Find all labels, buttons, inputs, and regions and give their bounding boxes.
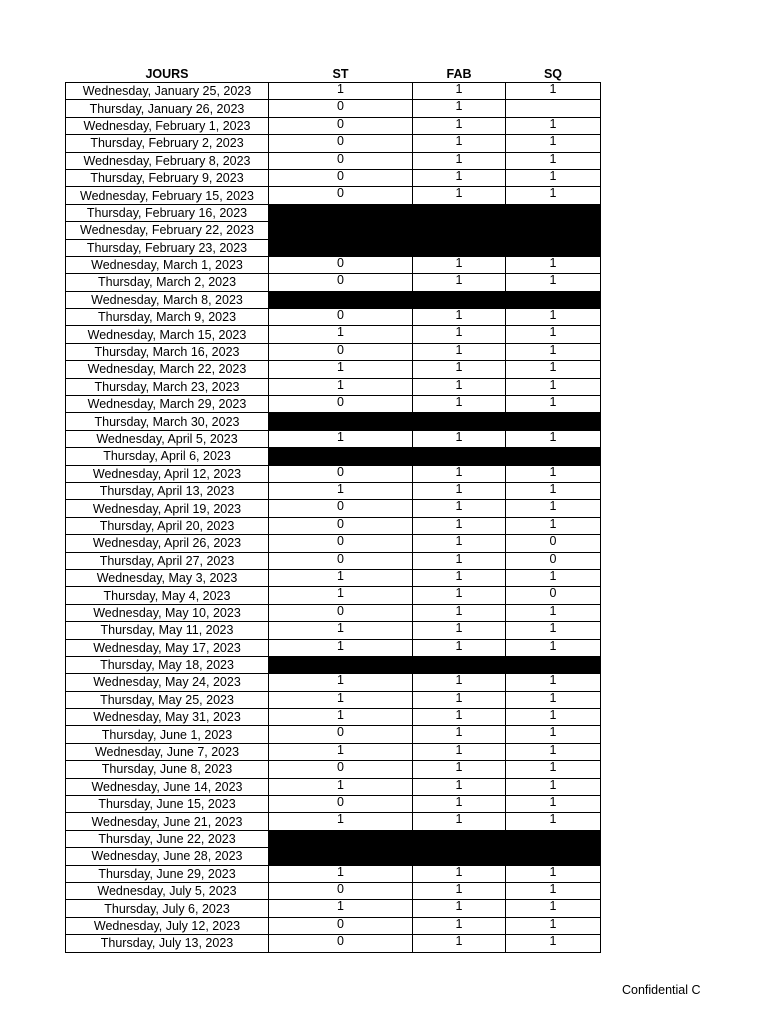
table-row [66,187,601,204]
fab-cell: 1 [413,500,506,517]
sq-cell: 1 [506,604,601,621]
table-row [66,639,601,656]
sq-cell: 1 [506,674,601,691]
fab-cell: 1 [413,361,506,378]
table-row [66,778,601,795]
redacted-block [269,222,601,239]
fab-cell: 1 [413,552,506,569]
table-row [66,482,601,499]
st-cell: 1 [269,778,413,795]
st-cell: 0 [269,882,413,899]
fab-cell: 1 [413,135,506,152]
date-cell: Wednesday, July 12, 2023 [66,917,269,934]
st-cell: 0 [269,117,413,134]
sq-cell: 1 [506,135,601,152]
table-body [66,83,601,953]
date-cell: Thursday, May 11, 2023 [66,622,269,639]
attendance-table [65,65,601,953]
date-cell: Wednesday, May 17, 2023 [66,639,269,656]
st-cell: 0 [269,396,413,413]
sq-cell: 1 [506,343,601,360]
table-row [66,604,601,621]
date-cell: Thursday, January 26, 2023 [66,100,269,117]
sq-cell: 1 [506,743,601,760]
date-cell: Wednesday, June 28, 2023 [66,848,269,865]
sq-cell: 1 [506,917,601,934]
header-row [66,65,601,83]
st-cell: 1 [269,639,413,656]
fab-cell: 1 [413,674,506,691]
st-cell: 1 [269,326,413,343]
date-cell: Wednesday, March 1, 2023 [66,256,269,273]
date-cell: Wednesday, April 19, 2023 [66,500,269,517]
fab-cell: 1 [413,430,506,447]
st-cell: 0 [269,152,413,169]
date-cell: Wednesday, May 10, 2023 [66,604,269,621]
st-cell: 1 [269,378,413,395]
sq-cell: 0 [506,587,601,604]
date-cell: Thursday, June 15, 2023 [66,796,269,813]
st-cell: 0 [269,535,413,552]
date-cell: Wednesday, June 21, 2023 [66,813,269,830]
fab-cell: 1 [413,535,506,552]
sq-cell: 1 [506,309,601,326]
date-cell: Wednesday, January 25, 2023 [66,83,269,100]
st-cell: 1 [269,865,413,882]
table-row [66,587,601,604]
fab-cell: 1 [413,761,506,778]
redacted-block [269,239,601,256]
fab-cell: 1 [413,343,506,360]
fab-cell: 1 [413,900,506,917]
date-cell: Wednesday, February 8, 2023 [66,152,269,169]
st-cell: 1 [269,587,413,604]
fab-cell: 1 [413,396,506,413]
table-row [66,796,601,813]
table-row [66,569,601,586]
table-row [66,117,601,134]
date-cell: Thursday, March 2, 2023 [66,274,269,291]
date-cell: Thursday, May 18, 2023 [66,656,269,673]
fab-cell: 1 [413,813,506,830]
fab-cell: 1 [413,778,506,795]
table-row [66,674,601,691]
sq-cell: 1 [506,361,601,378]
date-cell: Thursday, June 8, 2023 [66,761,269,778]
sq-cell: 1 [506,117,601,134]
st-cell: 0 [269,135,413,152]
fab-cell: 1 [413,935,506,952]
fab-cell: 1 [413,569,506,586]
sq-cell: 1 [506,326,601,343]
table-row [66,291,601,308]
table-row [66,500,601,517]
date-cell: Thursday, February 9, 2023 [66,169,269,186]
sq-cell: 1 [506,726,601,743]
table-row [66,917,601,934]
table-row [66,222,601,239]
sq-cell [506,100,601,117]
table-row [66,865,601,882]
date-cell: Thursday, February 23, 2023 [66,239,269,256]
sq-cell: 1 [506,500,601,517]
date-cell: Thursday, July 13, 2023 [66,935,269,952]
date-cell: Thursday, May 4, 2023 [66,587,269,604]
fab-cell: 1 [413,709,506,726]
sq-cell: 1 [506,465,601,482]
sq-cell: 1 [506,639,601,656]
confidentiality-label: Confidential C [622,983,701,997]
fab-cell: 1 [413,482,506,499]
date-cell: Thursday, February 2, 2023 [66,135,269,152]
date-cell: Wednesday, April 26, 2023 [66,535,269,552]
table-row [66,830,601,847]
redacted-block [269,848,601,865]
sq-cell: 1 [506,378,601,395]
date-cell: Wednesday, February 15, 2023 [66,187,269,204]
sq-cell: 1 [506,517,601,534]
sq-cell: 1 [506,709,601,726]
fab-cell: 1 [413,465,506,482]
redacted-block [269,830,601,847]
sq-cell: 1 [506,396,601,413]
st-cell: 0 [269,726,413,743]
date-cell: Thursday, July 6, 2023 [66,900,269,917]
date-cell: Wednesday, February 22, 2023 [66,222,269,239]
table-row [66,552,601,569]
st-cell: 1 [269,813,413,830]
fab-cell: 1 [413,796,506,813]
date-cell: Thursday, March 9, 2023 [66,309,269,326]
sq-cell: 1 [506,152,601,169]
sq-cell: 1 [506,778,601,795]
redacted-block [269,204,601,221]
fab-cell: 1 [413,882,506,899]
st-cell: 0 [269,796,413,813]
header-sq: SQ [543,67,563,81]
table-row [66,135,601,152]
date-cell: Thursday, April 27, 2023 [66,552,269,569]
fab-cell: 1 [413,169,506,186]
sq-cell: 1 [506,691,601,708]
date-cell: Thursday, April 13, 2023 [66,482,269,499]
fab-cell: 1 [413,604,506,621]
redacted-block [269,448,601,465]
fab-cell: 1 [413,83,506,100]
st-cell: 1 [269,569,413,586]
date-cell: Thursday, April 20, 2023 [66,517,269,534]
table-row [66,935,601,952]
fab-cell: 1 [413,100,506,117]
st-cell: 0 [269,917,413,934]
date-cell: Wednesday, May 31, 2023 [66,709,269,726]
st-cell: 1 [269,709,413,726]
sq-cell: 1 [506,83,601,100]
table-row [66,882,601,899]
fab-cell: 1 [413,152,506,169]
redacted-block [269,413,601,430]
table-row [66,309,601,326]
sq-cell: 1 [506,935,601,952]
table-row [66,726,601,743]
date-cell: Wednesday, June 7, 2023 [66,743,269,760]
table-row [66,517,601,534]
table-row [66,709,601,726]
sq-cell: 1 [506,900,601,917]
sq-cell: 1 [506,569,601,586]
date-cell: Wednesday, June 14, 2023 [66,778,269,795]
st-cell: 0 [269,552,413,569]
sq-cell: 1 [506,430,601,447]
date-cell: Thursday, February 16, 2023 [66,204,269,221]
st-cell: 1 [269,743,413,760]
header-jours: JOURS [145,67,189,81]
st-cell: 0 [269,309,413,326]
date-cell: Wednesday, February 1, 2023 [66,117,269,134]
table-row [66,361,601,378]
fab-cell: 1 [413,691,506,708]
date-cell: Thursday, June 22, 2023 [66,830,269,847]
table-row [66,848,601,865]
table-row [66,813,601,830]
fab-cell: 1 [413,587,506,604]
table-row [66,396,601,413]
date-cell: Wednesday, April 5, 2023 [66,430,269,447]
st-cell: 1 [269,482,413,499]
header-fab: FAB [446,67,472,81]
table-row [66,448,601,465]
sq-cell: 1 [506,169,601,186]
st-cell: 1 [269,674,413,691]
fab-cell: 1 [413,517,506,534]
fab-cell: 1 [413,326,506,343]
sq-cell: 1 [506,274,601,291]
sq-cell: 1 [506,622,601,639]
redacted-block [269,291,601,308]
fab-cell: 1 [413,743,506,760]
table-row [66,169,601,186]
fab-cell: 1 [413,187,506,204]
fab-cell: 1 [413,117,506,134]
sq-cell: 1 [506,796,601,813]
st-cell: 0 [269,343,413,360]
date-cell: Thursday, June 29, 2023 [66,865,269,882]
st-cell: 1 [269,691,413,708]
st-cell: 0 [269,274,413,291]
redacted-block [269,656,601,673]
st-cell: 0 [269,100,413,117]
table-row [66,378,601,395]
fab-cell: 1 [413,274,506,291]
date-cell: Wednesday, July 5, 2023 [66,882,269,899]
table-row [66,413,601,430]
st-cell: 0 [269,604,413,621]
st-cell: 0 [269,256,413,273]
fab-cell: 1 [413,378,506,395]
fab-cell: 1 [413,726,506,743]
table-row [66,274,601,291]
date-cell: Wednesday, May 24, 2023 [66,674,269,691]
table-row [66,83,601,100]
date-cell: Wednesday, April 12, 2023 [66,465,269,482]
sq-cell: 1 [506,187,601,204]
st-cell: 0 [269,465,413,482]
table-row [66,656,601,673]
fab-cell: 1 [413,917,506,934]
date-cell: Wednesday, March 15, 2023 [66,326,269,343]
date-cell: Thursday, March 16, 2023 [66,343,269,360]
fab-cell: 1 [413,256,506,273]
table-row [66,430,601,447]
st-cell: 0 [269,517,413,534]
date-cell: Wednesday, March 22, 2023 [66,361,269,378]
date-cell: Wednesday, May 3, 2023 [66,569,269,586]
header-st: ST [332,67,349,81]
table-row [66,256,601,273]
sq-cell: 1 [506,813,601,830]
sq-cell: 1 [506,482,601,499]
date-cell: Thursday, June 1, 2023 [66,726,269,743]
table-row [66,535,601,552]
st-cell: 1 [269,622,413,639]
fab-cell: 1 [413,865,506,882]
sq-cell: 0 [506,535,601,552]
st-cell: 0 [269,187,413,204]
table-row [66,900,601,917]
sq-cell: 1 [506,882,601,899]
sq-cell: 0 [506,552,601,569]
fab-cell: 1 [413,309,506,326]
table-row [66,691,601,708]
fab-cell: 1 [413,622,506,639]
st-cell: 0 [269,761,413,778]
table-row [66,343,601,360]
sq-cell: 1 [506,256,601,273]
st-cell: 1 [269,900,413,917]
fab-cell: 1 [413,639,506,656]
date-cell: Thursday, March 23, 2023 [66,378,269,395]
date-cell: Wednesday, March 29, 2023 [66,396,269,413]
table-row [66,152,601,169]
table-row [66,100,601,117]
table-row [66,743,601,760]
date-cell: Wednesday, March 8, 2023 [66,291,269,308]
date-cell: Thursday, April 6, 2023 [66,448,269,465]
table-row [66,239,601,256]
table-row [66,622,601,639]
st-cell: 0 [269,169,413,186]
st-cell: 1 [269,83,413,100]
st-cell: 0 [269,500,413,517]
st-cell: 1 [269,361,413,378]
table-row [66,326,601,343]
table-row [66,204,601,221]
date-cell: Thursday, March 30, 2023 [66,413,269,430]
date-cell: Thursday, May 25, 2023 [66,691,269,708]
table-row [66,761,601,778]
st-cell: 1 [269,430,413,447]
st-cell: 0 [269,935,413,952]
table-row [66,465,601,482]
sq-cell: 1 [506,761,601,778]
sq-cell: 1 [506,865,601,882]
